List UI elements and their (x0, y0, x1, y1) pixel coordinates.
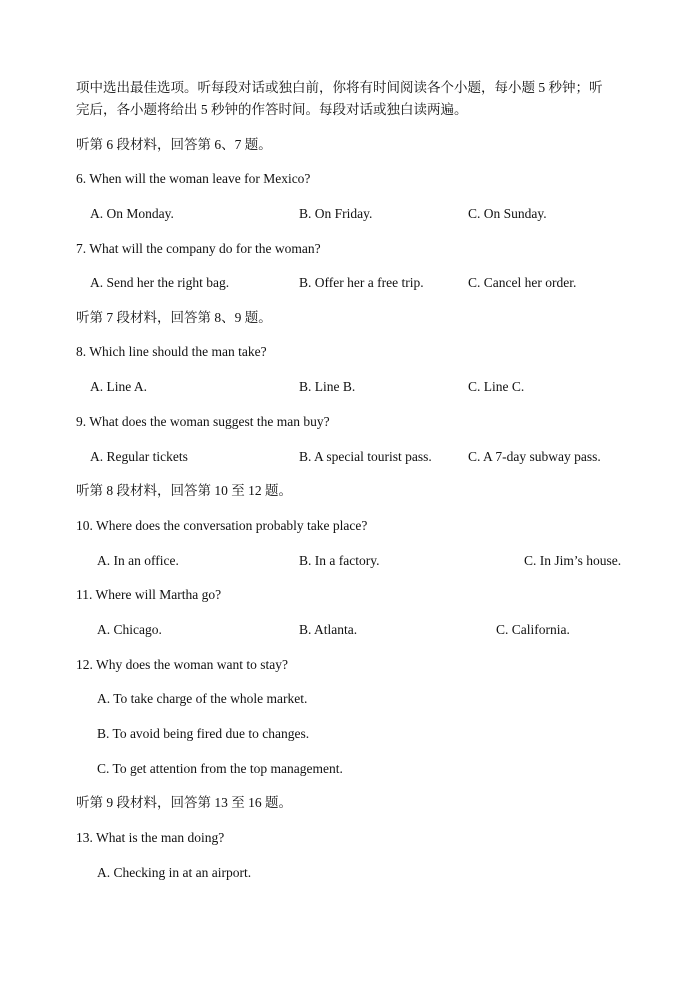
question-12-option-b: B. To avoid being fired due to changes. (97, 726, 310, 741)
question-12-option-a: A. To take charge of the whole market. (97, 691, 308, 706)
question-6-option-b: B. On Friday. (299, 206, 373, 221)
question-6-option-c: C. On Sunday. (468, 206, 547, 221)
section-heading-7: 听第 7 段材料，回答第 8、9 题。 (76, 310, 272, 325)
question-10-option-c: C. In Jim’s house. (524, 553, 622, 568)
question-8-option-b: B. Line B. (299, 379, 356, 394)
question-7-option-b: B. Offer her a free trip. (299, 275, 424, 290)
question-12-option-c: C. To get attention from the top management. (97, 761, 343, 776)
question-9-option-c: C. A 7-day subway pass. (468, 449, 601, 464)
question-7-option-c: C. Cancel her order. (468, 275, 577, 290)
question-10-stem: 10. Where does the conversation probably take place? (76, 518, 368, 533)
question-8-stem: 8. Which line should the man take? (76, 344, 267, 359)
question-7-stem: 7. What will the company do for the woman? (76, 241, 321, 256)
question-13-stem: 13. What is the man doing? (76, 830, 225, 845)
question-8-option-c: C. Line C. (468, 379, 525, 394)
question-6-option-a: A. On Monday. (90, 206, 174, 221)
section-heading-8: 听第 8 段材料，回答第 10 至 12 题。 (76, 483, 292, 498)
intro-line-2: 完后，各小题将给出 5 秒钟的作答时间。每段对话或独白读两遍。 (76, 102, 468, 117)
question-9-option-b: B. A special tourist pass. (299, 449, 432, 464)
question-10-option-a: A. In an office. (97, 553, 179, 568)
section-heading-6: 听第 6 段材料，回答第 6、7 题。 (76, 137, 272, 152)
question-11-option-b: B. Atlanta. (299, 622, 358, 637)
question-6-stem: 6. When will the woman leave for Mexico? (76, 171, 311, 186)
question-11-option-a: A. Chicago. (97, 622, 162, 637)
intro-line-1: 项中选出最佳选项。听每段对话或独白前，你将有时间阅读各个小题，每小题 5 秒钟；听 (76, 80, 603, 95)
question-11-stem: 11. Where will Martha go? (76, 587, 222, 602)
question-8-option-a: A. Line A. (90, 379, 147, 394)
question-12-stem: 12. Why does the woman want to stay? (76, 657, 288, 672)
question-9-stem: 9. What does the woman suggest the man buy? (76, 414, 330, 429)
question-11-option-c: C. California. (496, 622, 570, 637)
question-13-option-a: A. Checking in at an airport. (97, 865, 252, 880)
question-10-option-b: B. In a factory. (299, 553, 380, 568)
section-heading-9: 听第 9 段材料，回答第 13 至 16 题。 (76, 795, 292, 810)
question-7-option-a: A. Send her the right bag. (90, 275, 230, 290)
question-9-option-a: A. Regular tickets (90, 449, 188, 464)
